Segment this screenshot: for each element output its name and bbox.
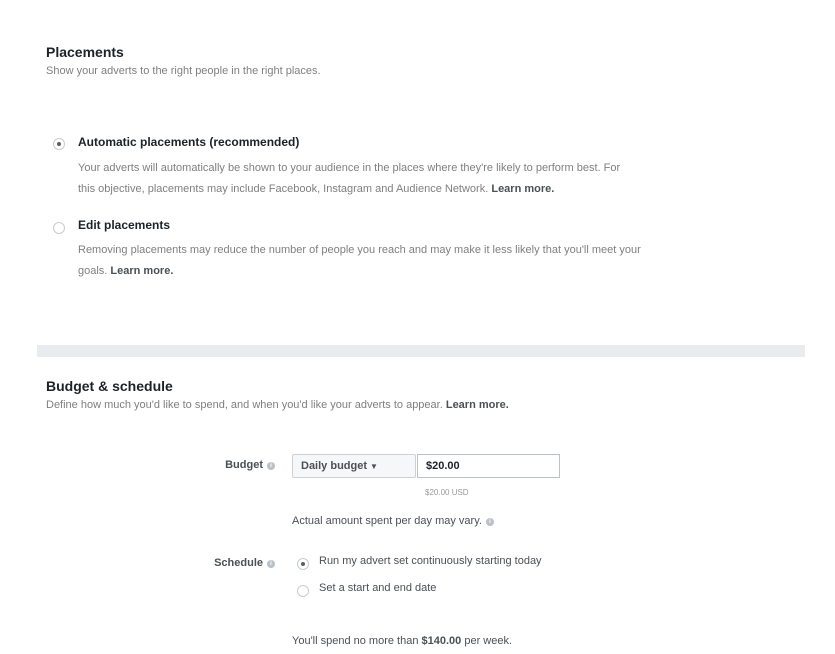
budget-label: Budget — [225, 459, 263, 471]
automatic-placements-description — [78, 158, 798, 200]
automatic-placements-desc-line1: Your adverts will automatically be shown to your audience in the places where they're likely to perform best. For — [78, 162, 621, 174]
schedule-label: Schedule — [214, 557, 263, 569]
budget-note: Actual amount spent per day may vary. — [292, 515, 482, 527]
section-divider — [37, 345, 805, 357]
edit-placements-desc-line2 — [78, 261, 808, 282]
budget-schedule-subtitle — [46, 399, 509, 411]
automatic-placements-desc-line2 — [78, 179, 798, 200]
budget-amount-input[interactable] — [417, 454, 560, 478]
edit-placements-learn-more-link[interactable]: Learn more. — [110, 265, 174, 277]
edit-placements-radio[interactable] — [53, 222, 65, 234]
caret-down-icon: ▼ — [370, 462, 378, 471]
spend-summary — [292, 635, 512, 647]
budget-note-group — [292, 515, 494, 527]
schedule-start-end-radio[interactable] — [297, 585, 309, 597]
budget-schedule-title: Budget & schedule — [46, 378, 173, 394]
schedule-continuous-radio[interactable] — [297, 558, 309, 570]
spend-summary-prefix: You'll spend no more than — [292, 635, 419, 647]
budget-amount-value: $20.00 — [426, 460, 460, 472]
budget-schedule-subtitle-text: Define how much you'd like to spend, and when you'd like your adverts to appear. — [46, 399, 443, 411]
automatic-placements-desc-text: this objective, placements may include Facebook, Instagram and Audience Network. — [78, 183, 489, 195]
edit-placements-description — [78, 240, 808, 282]
spend-summary-amount: $140.00 — [421, 635, 462, 647]
budget-type-dropdown[interactable] — [292, 454, 416, 478]
schedule-label-group — [150, 557, 275, 569]
budget-schedule-learn-more-link[interactable]: Learn more. — [445, 399, 509, 411]
edit-placements-desc-line1: Removing placements may reduce the number of people you reach and may make it less likely that you'll meet your — [78, 244, 641, 256]
budget-label-group — [150, 459, 275, 471]
info-icon[interactable]: i — [267, 560, 275, 568]
schedule-continuous-label[interactable]: Run my advert set continuously starting today — [319, 555, 542, 567]
automatic-placements-learn-more-link[interactable]: Learn more. — [491, 183, 555, 195]
budget-currency-hint: $20.00 USD — [425, 488, 469, 497]
edit-placements-label[interactable]: Edit placements — [78, 218, 171, 232]
edit-placements-desc-text: goals. — [78, 265, 108, 277]
automatic-placements-label[interactable]: Automatic placements (recommended) — [78, 135, 300, 149]
spend-summary-suffix: per week. — [464, 635, 513, 647]
automatic-placements-radio[interactable] — [53, 138, 65, 150]
placements-title: Placements — [46, 44, 124, 60]
schedule-start-end-label[interactable]: Set a start and end date — [319, 582, 437, 594]
placements-subtitle: Show your adverts to the right people in the right places. — [46, 65, 321, 77]
info-icon[interactable]: i — [267, 462, 275, 470]
budget-type-value: Daily budget — [301, 460, 368, 472]
info-icon[interactable]: i — [486, 518, 494, 526]
